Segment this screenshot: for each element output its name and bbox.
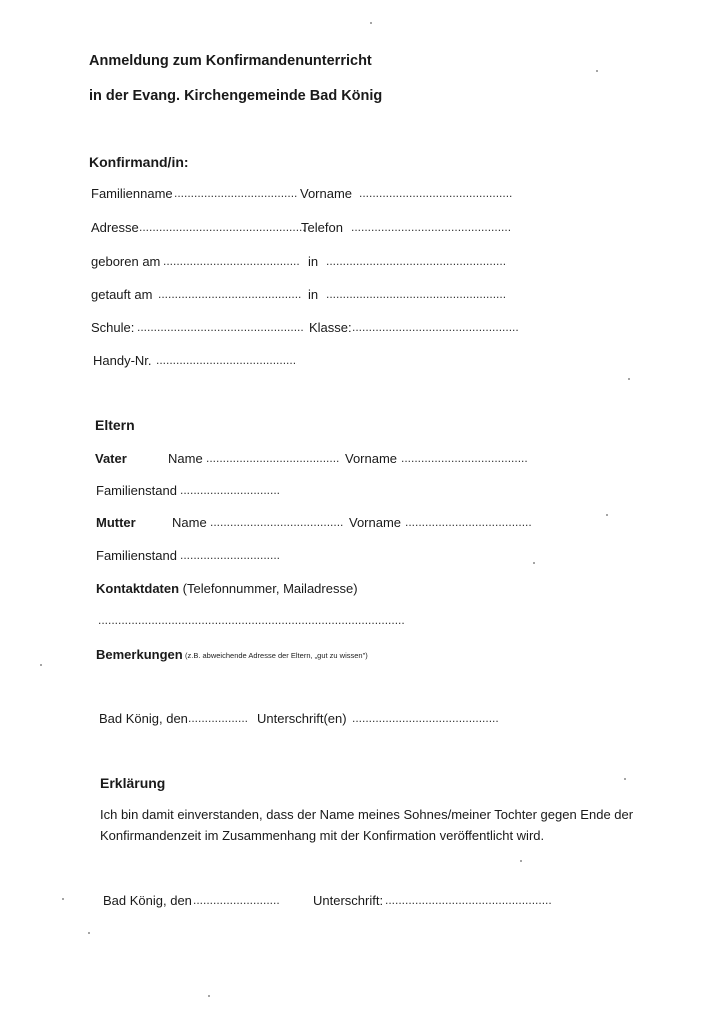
vater-familienstand-field[interactable]: .............................. [180, 483, 281, 497]
mutter-label: Mutter [96, 515, 136, 530]
sig2-date-field[interactable]: .......................... [193, 893, 280, 907]
handy-field[interactable]: .......................................... [156, 353, 297, 367]
scan-speck [606, 514, 608, 516]
vater-label: Vater [95, 451, 127, 466]
familienname-field[interactable]: ..................................... [174, 186, 298, 200]
taufort-field[interactable]: ...................................................... [326, 287, 507, 301]
sig2-sign-label: Unterschrift: [313, 893, 384, 908]
scan-speck [370, 22, 372, 24]
sig1-sign-field[interactable]: ............................................ [352, 711, 499, 725]
mutter-vorname-field[interactable]: ...................................... [405, 515, 532, 529]
adresse-label: Adresse [91, 220, 139, 235]
mutter-name-label: Name [172, 515, 207, 530]
sig1-place-date-label: Bad König, den [99, 711, 188, 726]
scan-speck [624, 778, 626, 780]
vorname-field[interactable]: .............................................. [359, 186, 513, 200]
sig2-sign-field[interactable]: .................................................. [385, 893, 552, 907]
geburtsort-label: in [308, 254, 319, 269]
kontaktdaten-label [96, 581, 358, 596]
schule-label: Schule: [91, 320, 135, 335]
getauft-label: getauft am [91, 287, 153, 302]
mutter-name-field[interactable]: ........................................ [210, 515, 344, 529]
confirmand-heading: Konfirmand/in: [89, 154, 189, 170]
schule-field[interactable]: .................................................. [137, 320, 304, 334]
familienname-label: Familienname [91, 186, 173, 201]
vater-familienstand-label: Familienstand [96, 483, 177, 498]
scan-speck [628, 378, 630, 380]
adresse-field[interactable]: .................................................. [139, 220, 306, 234]
handy-label: Handy-Nr. [93, 353, 152, 368]
geboren-label: geboren am [91, 254, 161, 269]
declaration-line1: Ich bin damit einverstanden, dass der Name meines Sohnes/meiner Tochter gegen Ende der [100, 807, 634, 822]
klasse-field[interactable]: .................................................. [352, 320, 519, 334]
scan-speck [596, 70, 598, 72]
vater-name-field[interactable]: ........................................ [206, 451, 340, 465]
scan-speck [520, 860, 522, 862]
vater-vorname-label: Vorname [345, 451, 398, 466]
vorname-label: Vorname [300, 186, 353, 201]
taufort-label: in [308, 287, 319, 302]
declaration-line2: Konfirmandenzeit im Zusammenhang mit der Konfirmation veröffentlicht wird. [100, 828, 545, 843]
sig2-place-date-label: Bad König, den [103, 893, 192, 908]
parents-heading: Eltern [95, 417, 135, 433]
form-title-line2: in der Evang. Kirchengemeinde Bad König [89, 88, 383, 104]
telefon-label: Telefon [301, 220, 343, 235]
mutter-familienstand-field[interactable]: .............................. [180, 548, 281, 562]
telefon-field[interactable]: ................................................ [351, 220, 512, 234]
kontaktdaten-field[interactable]: ............................................................................................ [98, 613, 405, 627]
scan-speck [62, 898, 64, 900]
scan-speck [40, 664, 42, 666]
mutter-familienstand-label: Familienstand [96, 548, 177, 563]
getauft-field[interactable]: ........................................... [158, 287, 302, 301]
vater-vorname-field[interactable]: ...................................... [401, 451, 528, 465]
vater-name-label: Name [168, 451, 203, 466]
geboren-field[interactable]: ......................................... [163, 254, 300, 268]
mutter-vorname-label: Vorname [349, 515, 402, 530]
form-title-line1: Anmeldung zum Konfirmandenunterricht [89, 53, 372, 69]
bemerkungen-label: Bemerkungen [96, 647, 183, 662]
scan-speck [208, 995, 210, 997]
bemerkungen-note: (z.B. abweichende Adresse der Eltern, „gut zu wissen") [185, 651, 368, 660]
declaration-heading: Erklärung [100, 775, 166, 791]
sig1-date-field[interactable]: .................. [188, 711, 249, 725]
sig1-sign-label: Unterschrift(en) [257, 711, 347, 726]
kontaktdaten-label-bold: Kontaktdaten [96, 581, 180, 596]
scan-speck [88, 932, 90, 934]
kontaktdaten-label-rest: (Telefonnummer, Mailadresse) [179, 581, 358, 596]
klasse-label: Klasse: [309, 320, 352, 335]
geburtsort-field[interactable]: ...................................................... [326, 254, 507, 268]
scan-speck [533, 562, 535, 564]
